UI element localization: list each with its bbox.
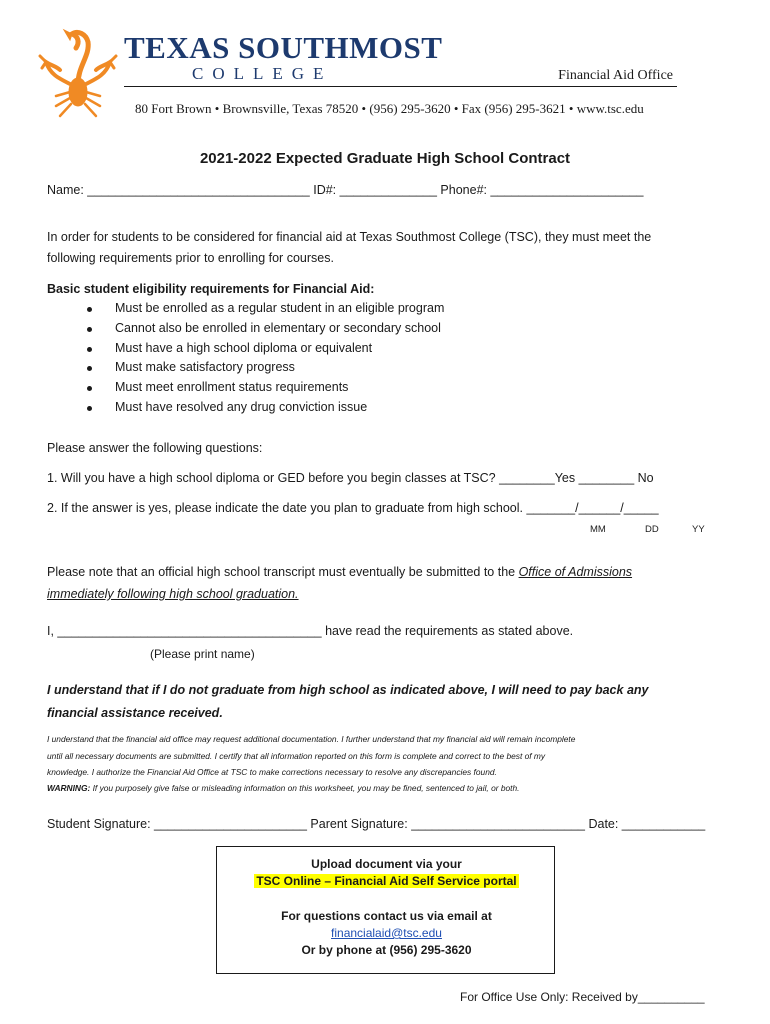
portal-name[interactable]: TSC Online – Financial Aid Self Service portal <box>256 874 517 888</box>
signature-line[interactable]: Student Signature: ______________________ Parent Signature: _________________________ Date: ____________ <box>47 817 706 831</box>
page-title: 2021-2022 Expected Graduate High School Contract <box>199 150 571 167</box>
bullet-icon <box>87 366 92 371</box>
understand-statement-1: I understand that if I do not graduate from high school as indicated above, I will need to pay back any <box>47 683 649 697</box>
transcript-note: Please note that an official high school transcript must eventually be submitted to the Office of Admissions <box>47 565 633 579</box>
office-name: Financial Aid Office <box>558 68 673 83</box>
student-info-fields[interactable]: Name: ________________________________ ID#: ______________ Phone#: ______________________ <box>47 183 644 197</box>
date-dd-label: DD <box>645 524 659 535</box>
office-use-line[interactable]: For Office Use Only: Received by__________ <box>460 990 705 1004</box>
intro-text-1: In order for students to be considered for financial aid at Texas Southmost College (TSC), they must meet the <box>47 230 652 244</box>
email-link[interactable]: financialaid@tsc.edu <box>331 926 442 940</box>
fine-print-3: knowledge. I authorize the Financial Aid Office at TSC to make corrections necessary to resolve any discrepancies found. <box>47 767 497 777</box>
warning-label: WARNING: <box>47 783 91 793</box>
bullet-icon <box>87 406 92 411</box>
upload-text: Upload document via your <box>311 857 462 871</box>
questions-intro: Please answer the following questions: <box>47 441 263 455</box>
office-of-admissions-link: Office of Admissions <box>518 565 633 579</box>
bullet-icon <box>87 307 92 312</box>
upload-info-box <box>216 846 555 974</box>
bullet-icon <box>87 386 92 391</box>
list-item: Must meet enrollment status requirements <box>82 378 444 398</box>
warning-text: WARNING: If you purposely give false or misleading information on this worksheet, you may be fined, sentenced to jail, or both. <box>47 783 520 793</box>
date-yy-label: YY <box>692 524 705 535</box>
bullet-icon <box>87 327 92 332</box>
acknowledgement-line[interactable]: I, ______________________________________ have read the requirements as stated above. <box>47 624 574 638</box>
date-mm-label: MM <box>590 524 606 535</box>
question-1[interactable]: 1. Will you have a high school diploma or GED before you begin classes at TSC? ________Yes ________ No <box>47 471 654 485</box>
list-item: Must be enrolled as a regular student in an eligible program <box>82 299 444 319</box>
requirements-heading: Basic student eligibility requirements for Financial Aid: <box>47 282 375 296</box>
fine-print-2: until all necessary documents are submitted. I certify that all information reported on this form is complete and correct to the best of my <box>47 751 546 761</box>
print-name-label: (Please print name) <box>150 647 255 661</box>
understand-statement-2: financial assistance received. <box>47 706 223 720</box>
transcript-note-2: immediately following high school graduation. <box>47 587 299 601</box>
intro-text-2: following requirements prior to enrolling for courses. <box>47 251 334 265</box>
bullet-icon <box>87 347 92 352</box>
list-item: Must have resolved any drug conviction issue <box>82 398 444 418</box>
list-item: Must make satisfactory progress <box>82 358 444 378</box>
scorpion-logo-icon <box>38 26 120 122</box>
requirements-list <box>82 299 444 418</box>
address-line: 80 Fort Brown • Brownsville, Texas 78520 • (956) 295-3620 • Fax (956) 295-3621 • www.tsc.edu <box>135 101 644 116</box>
list-item: Cannot also be enrolled in elementary or secondary school <box>82 319 444 339</box>
contact-text: For questions contact us via email at <box>281 909 492 923</box>
list-item: Must have a high school diploma or equivalent <box>82 339 444 359</box>
portal-line <box>217 874 556 888</box>
question-2[interactable]: 2. If the answer is yes, please indicate the date you plan to graduate from high school. _______/______/_____ <box>47 501 659 515</box>
college-name: TEXAS SOUTHMOST <box>124 30 443 65</box>
email-line <box>217 926 556 940</box>
fine-print-1: I understand that the financial aid office may request additional documentation. I further understand that my financial aid will remain incomplete <box>47 734 576 744</box>
header-divider <box>124 86 677 87</box>
college-sub: COLLEGE <box>192 64 333 83</box>
phone-text: Or by phone at (956) 295-3620 <box>301 943 472 957</box>
